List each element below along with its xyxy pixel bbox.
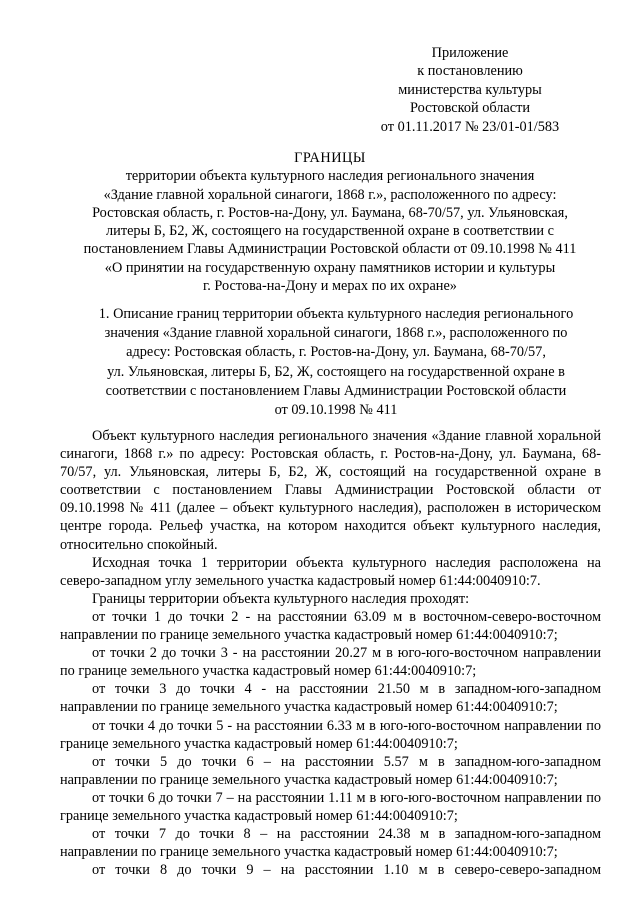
boundary-segment: от точки 2 до точки 3 - на расстоянии 20.27 м в юго-юго-восточном направлении по границе земельного участка кадастровый номер 61:44:0040910:7; <box>60 645 601 680</box>
start-point-paragraph: Исходная точка 1 территории объекта культурного наследия расположена на северо-западном углу земельного участка кадастровый номер 61:44:0040910:7. <box>60 554 601 589</box>
boundary-segment: от точки 1 до точки 2 - на расстоянии 63.09 м в восточном-северо-восточном направлении по границе земельного участка кадастровый номер 61:44:0040910:7; <box>60 608 601 644</box>
appendix-line: от 01.11.2017 № 23/01-01/583 <box>380 118 560 135</box>
title-line: г. Ростова-на-Дону и мерах по их охране» <box>203 278 457 295</box>
section-heading-line: соответствии с постановлением Главы Администрации Ростовской области <box>105 382 567 399</box>
boundary-segment: от точки 8 до точки 9 – на расстоянии 1.10 м в северо-северо-западном <box>92 862 601 879</box>
section-heading-line: 1. Описание границ территории объекта культурного наследия регионального <box>98 306 574 322</box>
document-body <box>60 427 601 879</box>
section-1-heading <box>72 305 600 420</box>
appendix-line: к постановлению <box>417 63 523 80</box>
appendix-block <box>360 44 580 136</box>
title-line: Ростовская область, г. Ростов-на-Дону, ул. Баумана, 68-70/57, ул. Ульяновская, <box>92 204 568 221</box>
boundary-segments-list <box>60 608 601 879</box>
boundaries-intro-paragraph: Границы территории объекта культурного наследия проходят: <box>92 590 470 607</box>
section-heading-line: значения «Здание главной хоральной синагоги, 1868 г.», расположенного по <box>104 325 568 342</box>
document-title-block <box>60 149 600 295</box>
object-description-paragraph: Объект культурного наследия регионального значения «Здание главной хоральной синагоги, 1868 г.» по адресу: Ростовская область, г. Ростов-на-Дону, ул. Баумана, 68-70/57, ул. Ульяновская, литеры Б, Б2, Ж, состоящий на государственной охране в соответствии с постановлением Главы Администрации Ростовской области от 09.10.1998 № 411 (далее – объект культурного наследия), расположен в историческом центре города. Рельеф участка, на котором находится объект культурного наследия, относительно спокойный. <box>60 428 601 553</box>
title-line: «Здание главной хоральной синагоги, 1868 г.», расположенного по адресу: <box>103 186 557 203</box>
appendix-line: министерства культуры <box>398 81 542 98</box>
boundary-segment: от точки 4 до точки 5 - на расстоянии 6.33 м в юго-юго-восточном направлении по границе земельного участка кадастровый номер 61:44:0040910:7; <box>60 717 601 752</box>
section-heading-line: адресу: Ростовская область, г. Ростов-на-Дону, ул. Баумана, 68-70/57, <box>126 344 546 361</box>
appendix-line: Приложение <box>431 45 509 61</box>
section-heading-line: от 09.10.1998 № 411 <box>274 402 398 419</box>
title-line: постановлением Главы Администрации Ростовской области от 09.10.1998 № 411 <box>83 241 577 258</box>
title-line: территории объекта культурного наследия регионального значения <box>125 168 535 185</box>
section-heading-line: ул. Ульяновская, литеры Б, Б2, Ж, состоящего на государственной охране в <box>107 363 565 380</box>
title-line: «О принятии на государственную охрану памятников истории и культуры <box>104 259 556 276</box>
title-line: литеры Б, Б2, Ж, состоящего на государственной охране в соответствии с <box>106 223 554 240</box>
boundary-segment: от точки 3 до точки 4 - на расстоянии 21.50 м в западном-юго-западном направлении по границе земельного участка кадастровый номер 61:44:0040910:7; <box>60 681 601 716</box>
appendix-line: Ростовской области <box>409 100 531 117</box>
boundary-segment: от точки 5 до точки 6 – на расстоянии 5.57 м в западном-юго-западном направлении по границе земельного участка кадастровый номер 61:44:0040910:7; <box>60 753 601 788</box>
boundary-segment: от точки 7 до точки 8 – на расстоянии 24.38 м в западном-юго-западном направлении по границе земельного участка кадастровый номер 61:44:0040910:7; <box>60 826 601 861</box>
document-heading: ГРАНИЦЫ <box>294 150 366 166</box>
boundary-segment: от точки 6 до точки 7 – на расстоянии 1.11 м в юго-юго-восточном направлении по границе земельного участка кадастровый номер 61:44:0040910:7; <box>60 789 601 824</box>
